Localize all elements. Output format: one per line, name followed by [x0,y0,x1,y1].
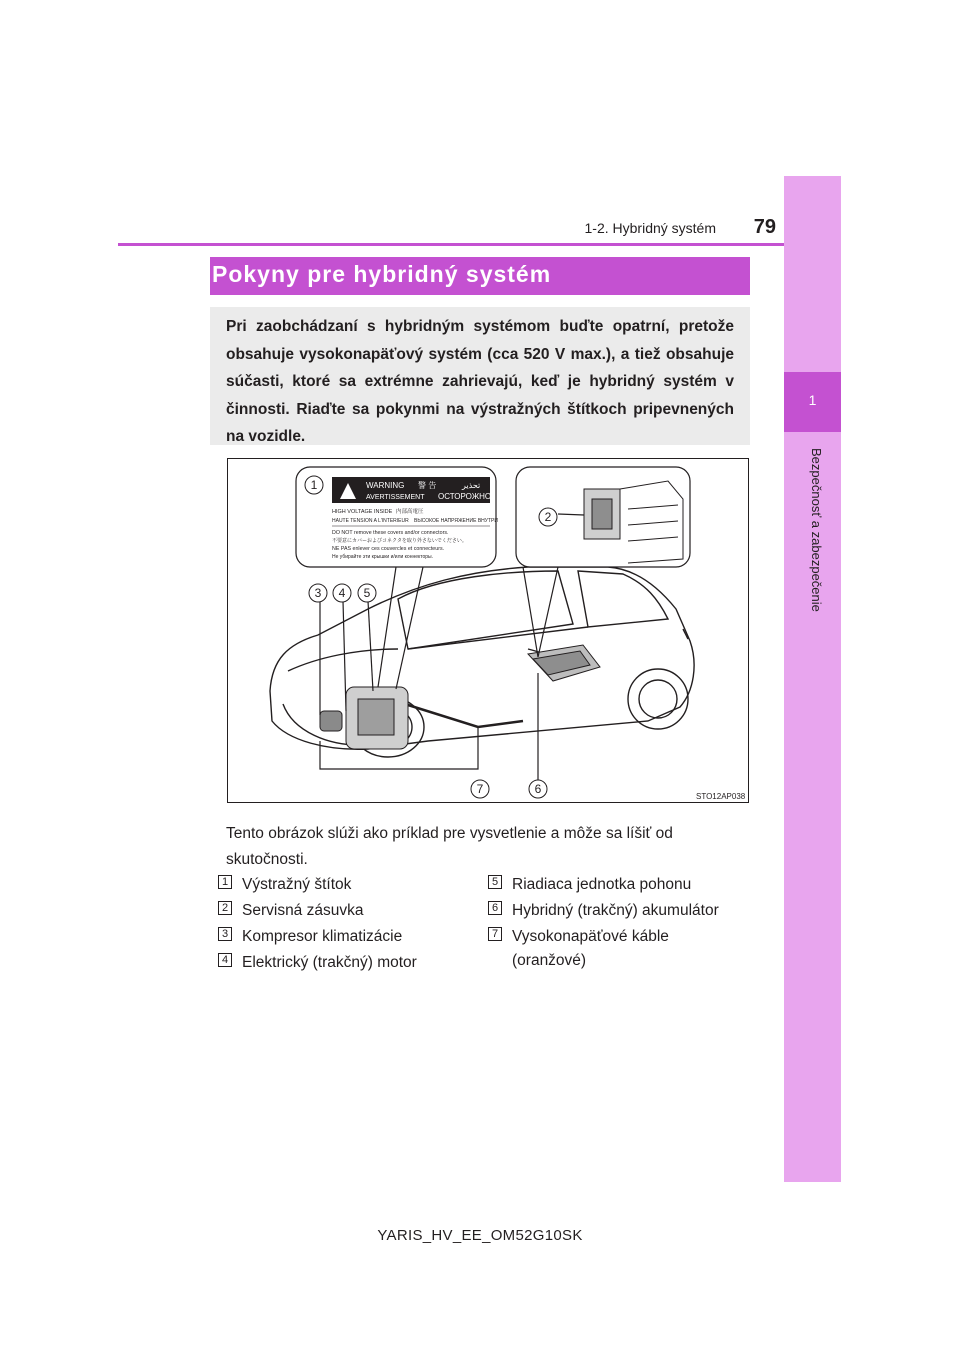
legend-number-1: 1 [218,875,232,889]
callout-3: 3 [314,586,322,600]
legend-label-1: Výstražný štítok [242,876,352,893]
label-notice-ru: Не убирайте эти крышки и/или коннекторы. [332,554,434,560]
legend-number-2: 2 [218,901,232,915]
figure-caption: Tento obrázok slúži ako príklad pre vysvetlenie a môže sa líšiť od skutočnosti. [226,825,673,868]
legend-label-6: Hybridný (trakčný) akumulátor [512,902,719,919]
label-notice-jp: 不要意にカバーおよびコネクタを取り外さないでください。 [332,538,467,544]
label-hv-jp: 内部高電圧 [396,509,424,515]
callout-6: 6 [534,782,542,796]
chapter-tab-top [784,176,841,372]
legend-label-4: Elektrický (trakčný) motor [242,954,417,971]
callout-2: 2 [544,510,552,524]
legend-number-7: 7 [488,927,502,941]
page-title: Pokyny pre hybridný systém [212,261,552,287]
section-title: 1-2. Hybridný systém [584,220,716,236]
label-hv-en: HIGH VOLTAGE INSIDE [332,509,393,515]
label-warning-jp: 警 告 [418,481,437,490]
legend-number-4: 4 [218,953,232,967]
legend-number-3: 3 [218,927,232,941]
page-number: 79 [753,216,776,238]
label-warning-ar: تحذير [462,481,481,490]
document-code: YARIS_HV_EE_OM52G10SK [377,1227,583,1244]
hybrid-system-figure [227,458,749,803]
figure-code: STO12AP038 [696,792,746,801]
legend-label-7: Vysokonapäťové káble (oranžové) [512,928,669,969]
intro-box [210,307,750,445]
callout-5: 5 [363,586,371,600]
header-rule [118,243,784,246]
battery-unit [528,645,600,681]
label-notice-fr: NE PAS enlever ces couvercles et connecteurs. [332,546,445,552]
callout-7: 7 [476,782,484,796]
legend-number-5: 5 [488,875,502,889]
callout-1: 1 [310,478,318,492]
legend-label-2: Servisná zásuvka [242,902,364,919]
intro-text: Pri zaobchádzaní s hybridným systémom buďte opatrní, pretože obsahuje vysokonapäťový systém (cca 520 V max.), a tiež obsahuje súčasti, ktoré sa extrémne zahrievajú, keď je hybridný systém v činnosti. Riaďte sa pokynmi na výstražných štítkoch pripevnených na vozidle. [226,318,734,445]
label-notice-en: DO NOT remove these covers and/or connectors. [332,530,449,536]
figure-drawing [228,459,749,803]
chapter-title: Bezpečnosť a zabezpečenie [809,448,824,612]
legend-label-5: Riadiaca jednotka pohonu [512,876,692,893]
label-warning-en: WARNING [366,481,405,490]
label-hv-fr: HAUTE TENSION A L'INTERIEUR [332,518,409,524]
legend-label-3: Kompresor klimatizácie [242,928,403,945]
label-warning-fr: AVERTISSEMENT [366,494,425,501]
callout-4: 4 [338,586,346,600]
label-hv-ru: ВЫСОКОЕ НАПРЯЖЕНИЕ ВНУТРИ [414,518,498,524]
label-warning-ru: ОСТОРОЖНО [438,492,492,501]
legend-number-6: 6 [488,901,502,915]
chapter-number: 1 [808,392,817,408]
